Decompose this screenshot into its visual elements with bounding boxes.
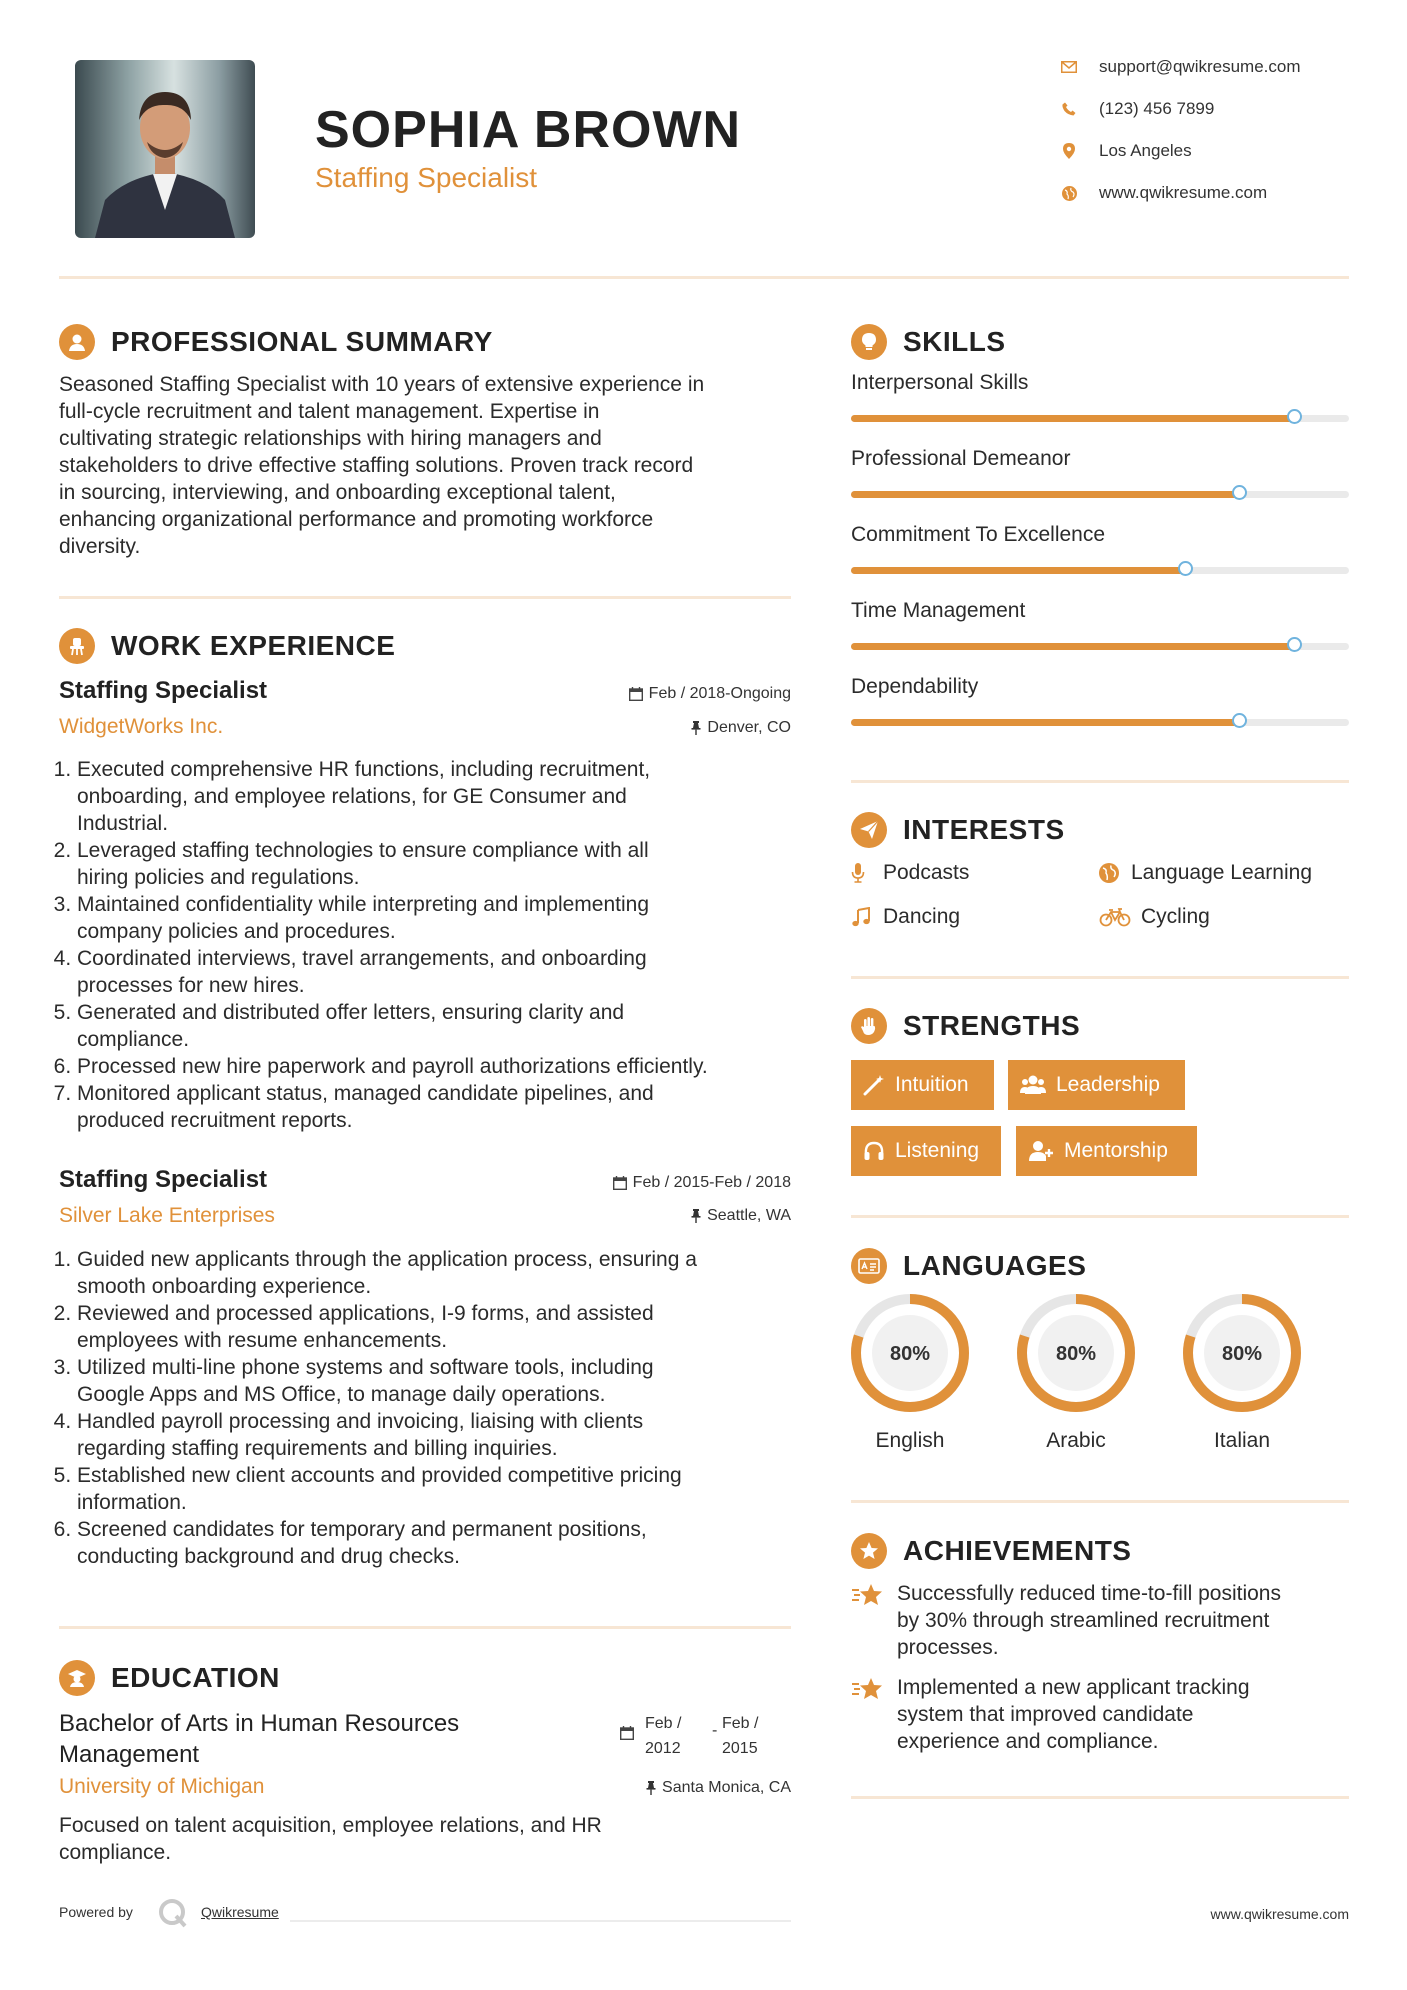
ring-percent-label: 80% [1221,1343,1263,1365]
skill-track [851,491,1349,498]
skill-fill [851,567,1185,574]
candidate-name: SOPHIA BROWN [315,101,742,159]
star-badge-icon [851,1533,887,1569]
magic-wand-icon [863,1074,885,1096]
student-icon [59,1660,95,1696]
strengths-divider [851,1215,1349,1218]
paper-plane-icon [851,812,887,848]
header-divider [59,276,1349,279]
list-item: 6. Processed new hire paperwork and payroll authorizations efficiently. [77,1053,817,1080]
education-school: University of Michigan [59,1775,265,1798]
skill-fill [851,491,1239,498]
users-icon [1020,1074,1046,1096]
skill-track [851,643,1349,650]
skills-heading: SKILLS [851,324,1006,360]
raised-hand-icon [851,1008,887,1044]
job-1-dates: Feb / 2018-Ongoing [629,685,791,703]
experience-heading: WORK EXPERIENCE [59,628,395,664]
job-1-title: Staffing Specialist [59,677,268,704]
interests-divider [851,976,1349,979]
skill-label: Dependability [851,675,979,698]
skill-track [851,567,1349,574]
summary-heading: PROFESSIONAL SUMMARY [59,324,493,360]
education-description: Focused on talent acquisition, employee relations, and HR compliance. [59,1814,602,1864]
education-degree: Bachelor of Arts in Human Resources Management [59,1710,460,1768]
globe-icon [1055,186,1083,201]
phone-icon [1055,102,1083,116]
education-heading: EDUCATION [59,1660,280,1696]
contact-phone [1055,99,1214,119]
list-item: 2. Leveraged staffing technologies to ensure compliance with all hiring policies and regulations. [77,837,817,891]
map-pin-icon [1055,143,1083,159]
pushpin-icon [691,1209,701,1223]
language-rings [849,1290,1309,1420]
envelope-icon [1055,61,1083,73]
skill-slider-handle[interactable] [1287,637,1302,652]
skill-item [851,599,1349,675]
pushpin-icon [691,721,701,735]
language-label-arabic: Arabic [1046,1429,1106,1452]
skills-divider [851,780,1349,783]
footer-website[interactable]: www.qwikresume.com [1210,1906,1349,1922]
contact-website [1055,183,1267,203]
job-1-location: Denver, CO [691,719,791,737]
language-label-english: English [875,1429,945,1452]
languages-heading: LANGUAGES [851,1248,1086,1284]
skill-slider-handle[interactable] [1232,485,1247,500]
language-ring-english [856,1299,964,1407]
language-card-icon [851,1248,887,1284]
powered-by-label: Powered by [59,1904,133,1920]
contact-phone-text[interactable]: (123) 456 7899 [1099,99,1215,118]
list-item: 5. Generated and distributed offer letters, ensuring clarity and compliance. [77,999,817,1053]
skill-fill [851,643,1294,650]
strength-listening: Listening [851,1126,1001,1176]
skill-label: Interpersonal Skills [851,371,1029,394]
strengths-heading: STRENGTHS [851,1008,1080,1044]
list-item: 4. Coordinated interviews, travel arrangements, and onboarding processes for new hires. [77,945,817,999]
achievement-item-1: Successfully reduced time-to-fill positions by 30% through streamlined recruitment processes. [851,1580,1349,1661]
language-ring-italian [1188,1299,1296,1407]
contact-location [1055,141,1192,161]
interest-podcasts: Podcasts [851,861,969,885]
music-note-icon [851,907,879,927]
strength-mentorship: Mentorship [1016,1126,1197,1176]
list-item: 3. Utilized multi-line phone systems and software tools, including Google Apps and MS Office, to manage daily operations. [77,1354,817,1408]
list-item: 4. Handled payroll processing and invoicing, liaising with clients regarding staffing requirements and billing inquiries. [77,1408,817,1462]
calendar-icon [620,1726,634,1745]
list-item: 7. Monitored applicant status, managed candidate pipelines, and produced recruitment reports. [77,1080,817,1134]
interest-cycling: Cycling [1099,905,1210,929]
list-item: 5. Established new client accounts and provided competitive pricing information. [77,1462,817,1516]
achievement-item-2: Implemented a new applicant tracking system that improved candidate experience and compliance. [851,1674,1349,1755]
achievements-divider [851,1796,1349,1799]
skill-item [851,523,1349,599]
skill-track [851,719,1349,726]
ring-percent-label: 80% [1055,1343,1097,1365]
contact-website-text[interactable]: www.qwikresume.com [1099,183,1268,202]
education-location: Santa Monica, CA [646,1779,791,1797]
job-2-location: Seattle, WA [691,1207,791,1225]
headphones-icon [863,1140,885,1162]
education-end-date: Feb / 2015 [722,1715,759,1757]
microphone-icon [851,863,879,883]
interests-heading: INTERESTS [851,812,1065,848]
calendar-icon [613,1176,627,1190]
summary-text: Seasoned Staffing Specialist with 10 years of extensive experience in full-cycle recruitment and talent management. Expertise in cultivating strategic relationships with hiring managers and stakeholders to drive effective staffing solutions. Proven track record in sourcing, interviewing, and onboarding exceptional talent, enhancing organizational performance and promoting workforce diversity. [59,373,705,558]
calendar-icon [629,687,643,701]
skill-item [851,371,1349,447]
list-item: 1. Guided new applicants through the application process, ensuring a smooth onboarding experience. [77,1246,817,1300]
globe-icon [1099,863,1127,883]
achievements-heading: ACHIEVEMENTS [851,1533,1131,1569]
skill-label: Time Management [851,599,1026,622]
skill-slider-handle[interactable] [1287,409,1302,424]
qwikresume-link[interactable]: Qwikresume [201,1904,279,1920]
skill-fill [851,415,1294,422]
lightbulb-icon [851,324,887,360]
footer-divider [290,1920,791,1922]
strength-leadership: Leadership [1008,1060,1185,1110]
user-icon [59,324,95,360]
experience-divider [59,1626,791,1629]
contact-email-text[interactable]: support@qwikresume.com [1099,57,1301,76]
pushpin-icon [646,1781,656,1795]
shooting-star-icon [851,1580,897,1661]
job-2-duties [59,1246,817,1570]
education-start-date: Feb / 2012 [645,1715,682,1757]
job-1-duties [59,756,817,1134]
profile-photo [75,60,255,238]
skill-label: Commitment To Excellence [851,523,1106,546]
interest-dancing: Dancing [851,905,960,929]
skills-list [851,371,1349,751]
user-plus-icon [1028,1140,1054,1162]
job-2-dates: Feb / 2015-Feb / 2018 [613,1174,791,1192]
skill-item [851,675,1349,751]
list-item: 2. Reviewed and processed applications, I-9 forms, and assisted employees with resume enhancements. [77,1300,817,1354]
chair-icon [59,628,95,664]
person-photo-icon [75,60,255,238]
job-2-title: Staffing Specialist [59,1166,268,1193]
shooting-star-icon [851,1674,897,1755]
education-date-dash: - [712,1722,718,1739]
job-2-company: Silver Lake Enterprises [59,1204,275,1227]
list-item: 3. Maintained confidentiality while interpreting and implementing company policies and procedures. [77,891,817,945]
candidate-title: Staffing Specialist [315,162,538,193]
language-label-italian: Italian [1213,1429,1271,1452]
skill-label: Professional Demeanor [851,447,1071,470]
skill-track [851,415,1349,422]
strength-intuition: Intuition [851,1060,994,1110]
skill-slider-handle[interactable] [1178,561,1193,576]
list-item: 6. Screened candidates for temporary and permanent positions, conducting background and drug checks. [77,1516,817,1570]
contact-location-text: Los Angeles [1099,141,1192,160]
ring-percent-label: 80% [889,1343,931,1365]
qwikresume-logo-icon [158,1898,188,1933]
contact-email [1055,57,1301,77]
skill-slider-handle[interactable] [1232,713,1247,728]
summary-divider [59,596,791,599]
interest-language-learning: Language Learning [1099,861,1312,885]
skill-fill [851,719,1239,726]
list-item: 1. Executed comprehensive HR functions, including recruitment, onboarding, and employee relations, for GE Consumer and Industrial. [77,756,817,837]
language-ring-arabic [1022,1299,1130,1407]
bicycle-icon [1099,907,1137,927]
skill-item [851,447,1349,523]
job-1-company: WidgetWorks Inc. [59,715,224,738]
languages-divider [851,1500,1349,1503]
